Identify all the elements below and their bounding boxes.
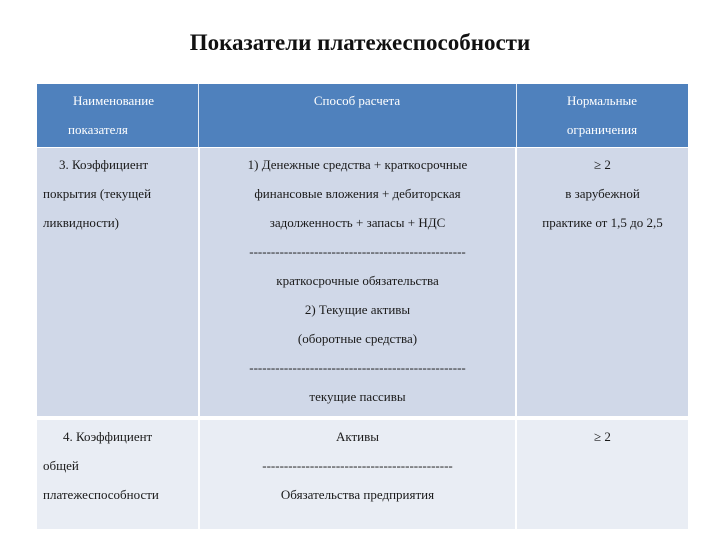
row3-method-line7: текущие пассивы [309, 389, 406, 404]
row4-limits-line1: ≥ 2 [594, 429, 611, 444]
row4-method-line2: Обязательства предприятия [280, 487, 435, 502]
header-limits-line1: Нормальные [566, 93, 638, 108]
row4-name-line1: 4. Коэффициент [63, 429, 153, 444]
row3-limits-line1: ≥ 2 [594, 157, 611, 172]
row4-name-line3: платежеспособности [43, 487, 159, 502]
row3-name-line1: 3. Коэффициент [59, 157, 149, 172]
table-row [37, 148, 688, 416]
header-name-line1: Наименование [73, 93, 154, 108]
table-row [37, 420, 688, 529]
row3-method-line1: 1) Денежные средства + краткосрочные [247, 157, 468, 172]
row3-method-line2: финансовые вложения + дебиторская [254, 186, 461, 201]
row3-name-line2: покрытия (текущей [43, 186, 152, 201]
row3-limits-line2: в зарубежной [565, 186, 640, 201]
row3-method-divider2: -------------------------------------------------- [249, 360, 466, 375]
header-limits-line2: ограничения [566, 122, 638, 137]
row4-method-line1: Активы [335, 429, 380, 444]
header-name-line2: показателя [68, 122, 128, 137]
row3-method-line3: задолженность + запасы + НДС [269, 215, 446, 230]
row3-method-line6: (оборотные средства) [297, 331, 418, 346]
table-header [37, 84, 688, 147]
row3-name-line3: ликвидности) [43, 215, 119, 230]
row4-name-line2: общей [43, 458, 79, 473]
row3-method-line4: краткосрочные обязательства [276, 273, 439, 288]
header-method: Способ расчета [313, 93, 401, 108]
row3-limits-line3: практике от 1,5 до 2,5 [542, 215, 663, 230]
row3-method-line5: 2) Текущие активы [304, 302, 411, 317]
row4-method-divider: -------------------------------------------- [262, 458, 453, 473]
indicators-table [37, 84, 688, 529]
page-title: Показатели платежеспособности [189, 30, 531, 55]
row3-method-divider1: -------------------------------------------------- [249, 244, 466, 259]
